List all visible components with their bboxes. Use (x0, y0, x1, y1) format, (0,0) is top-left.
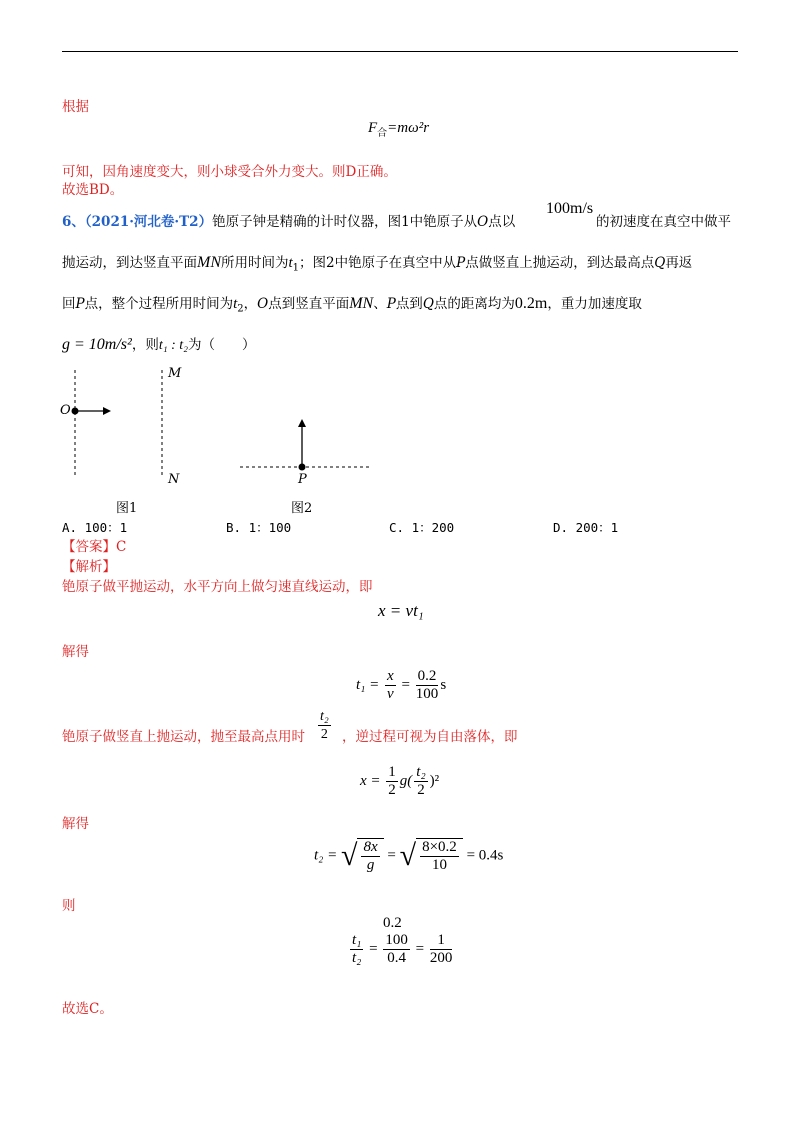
sol-solve2: 解得 (62, 816, 89, 832)
answer: 【答案】C (62, 539, 127, 555)
analysis-title: 【解析】 (62, 559, 116, 575)
prev-formula: $F_合=m\omega^2r$ (368, 120, 430, 139)
option-a: A. 100：1 (62, 520, 128, 535)
eq-t1: t₁ = $\frac{x}{v}$ = $\frac{0.2}{100}$ s (356, 668, 447, 702)
eq-ratio: $\frac{\text{t₁}}{\text{t₂}}$ = $\frac{100}{0.4}$ = $\frac{1}{200}$ (352, 932, 453, 966)
sol-then: 则 (62, 898, 76, 914)
label-N: N (168, 472, 180, 487)
eq-ratio-top: 0.2 (383, 915, 402, 931)
option-c: C. 1：200 (389, 520, 455, 535)
q6-line4: g = 10m/s²，则t₁ : t₂为（ ） (62, 336, 256, 353)
sol-step2: 铯原子做竖直上抛运动，抛至最高点用时 (62, 729, 305, 745)
prev-intro: 根据 (62, 99, 89, 115)
q6-line3: 回P点，整个过程所用时间为$t_2$，O点到竖直平面MN、P点到Q点的距离均为0.2m，重力加速度取 (62, 295, 642, 315)
fig2-arrowhead (298, 419, 306, 427)
q6-speed: 100m/s (546, 200, 594, 217)
fig2-caption: 图2 (291, 501, 313, 516)
option-d: D. 200：1 (553, 520, 619, 535)
prev-choice: 故选BD。 (62, 182, 124, 198)
label-M: M (168, 366, 182, 381)
q6-line2: 抛运动，到达竖直平面MN所用时间为$t_1$；图2中铯原子在真空中从P点做竖直上抛运动，到达最高点Q再返 (62, 254, 693, 274)
q6-figure (55, 360, 385, 520)
prev-conclusion: 可知，因角速度变大，则小球受合外力变大。则D正确。 (62, 164, 397, 180)
q6-line1-end: 的初速度在真空中做平 (596, 214, 731, 230)
label-O: O (60, 403, 71, 418)
label-P: P (298, 472, 307, 487)
option-b: B. 1：100 (226, 520, 292, 535)
q6-line1: 6、（2021·河北卷·T2）铯原子钟是精确的计时仪器，图1中铯原子从O点以 (62, 214, 516, 230)
sol-step2-end: ，逆过程可视为自由落体，即 (342, 729, 518, 745)
eq-x-vt1: x = vt₁ (378, 601, 424, 620)
header-rule (62, 51, 738, 52)
sol-step1: 铯原子做平抛运动，水平方向上做匀速直线运动，即 (62, 579, 373, 595)
eq-t2: t₂ = √ $\frac{8x}{g}$ = √ $\frac{8\times 0.2}{10}$ = 0.4s (314, 839, 504, 873)
fig1-caption: 图1 (116, 501, 138, 516)
sol-solve1: 解得 (62, 644, 89, 660)
eq-t2-half: $\frac{\text{t₂}}{2}$ (320, 709, 329, 742)
sol-final: 故选C。 (62, 1001, 113, 1017)
fig1-arrowhead (103, 407, 111, 415)
eq-free-fall: x = $\frac{1}{2}$ g( $\frac{\text{t₂}}{2}$ )² (360, 764, 440, 798)
